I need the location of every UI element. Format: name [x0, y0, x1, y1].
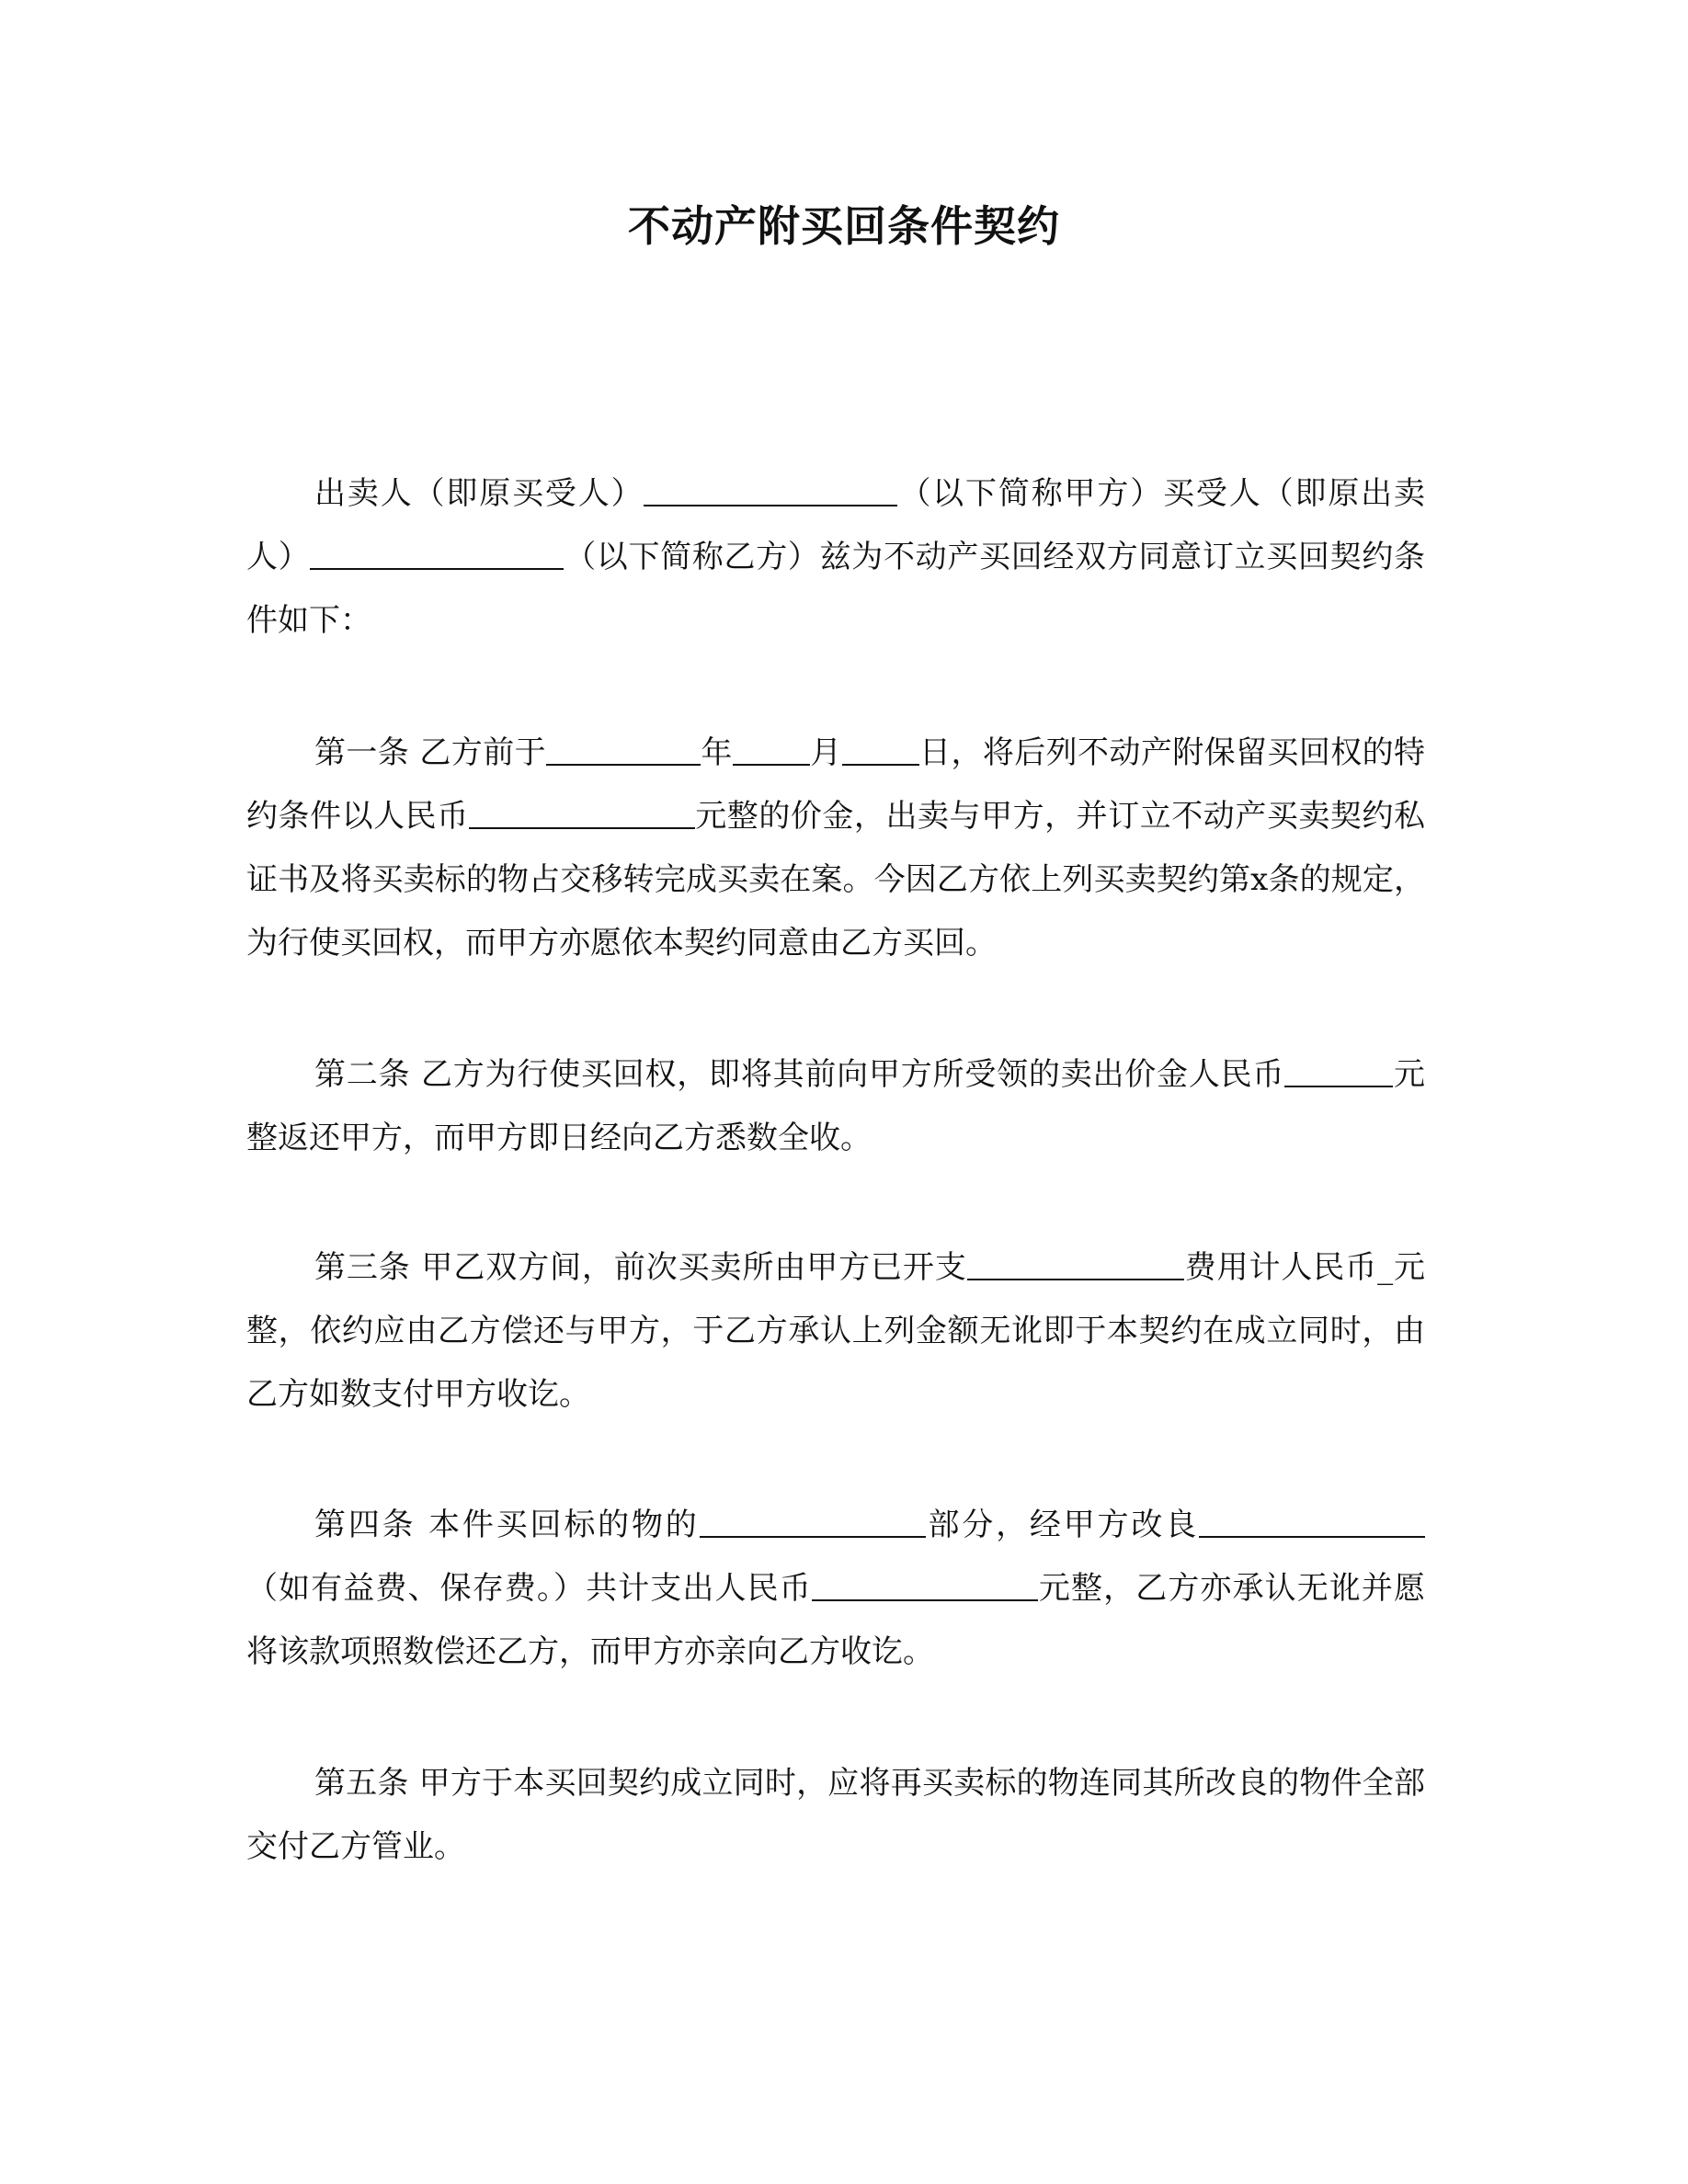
- article-1-text-1: 第一条 乙方前于: [314, 734, 547, 771]
- document-title: 不动产附买回条件契约: [628, 201, 1060, 251]
- article-1-price-blank: [469, 796, 695, 829]
- article-2-text-2: 元整返还甲方，而甲方即日经向乙方悉数全收。: [246, 1056, 1426, 1156]
- article-5-paragraph: [246, 1752, 1425, 1879]
- article-3-paragraph: [246, 1236, 1425, 1427]
- article-4-part-blank: [700, 1505, 926, 1538]
- article-1-day-blank: [842, 733, 919, 766]
- article-1-text-3: 月: [809, 734, 842, 771]
- article-3-expense-blank: [967, 1247, 1184, 1280]
- intro-paragraph: [246, 462, 1425, 653]
- intro-text-1: 出卖人（即原买受人）: [314, 475, 644, 512]
- article-4-text-1: 第四条 本件买回标的物的: [314, 1507, 700, 1543]
- article-4-text-4: 元整，乙方亦承认无讹并愿将该款项照数偿还乙方，而甲方亦亲向乙方收讫。: [246, 1570, 1426, 1670]
- article-4-improvement-blank: [1199, 1505, 1425, 1538]
- article-3-text-2: 费用计人民币_: [1183, 1249, 1394, 1286]
- article-1-month-blank: [733, 733, 810, 766]
- article-2-text-1: 第二条 乙方为行使买回权，即将其前向甲方所受领的卖出价金人民币: [314, 1056, 1285, 1093]
- seller-name-blank: [644, 473, 897, 506]
- article-5-text-1: 第五条 甲方于本买回契约成立同时，应将再买卖标的物连同其所改良的物件全部交付乙方管业。: [246, 1765, 1425, 1865]
- article-4-text-2: 部分，经甲方改良: [925, 1507, 1200, 1543]
- article-2-amount-blank: [1284, 1054, 1393, 1087]
- article-4-amount-blank: [812, 1568, 1038, 1601]
- article-3-text-1: 第三条 甲乙双方间，前次买卖所由甲方已开支: [314, 1249, 967, 1286]
- article-1-year-blank: [546, 733, 701, 766]
- article-4-text-3: （如有益费、保存费。）共计支出人民币: [246, 1570, 812, 1607]
- article-1-text-5: 元整的价金，出卖与甲方，并订立不动产买卖契约私证书及将买卖标的物占交移转完成买卖在案。今因乙方依上列买卖契约第x条的规定，为行使买回权，而甲方亦愿依本契约同意由乙方买回。: [246, 798, 1425, 961]
- intro-text-2: （以下简称甲方）买受人（即原出卖人）: [246, 475, 1426, 575]
- article-3-text-3: 元整，依约应由乙方偿还与甲方，于乙方承认上列金额无讹即于本契约在成立同时，由乙方如数支付甲方收讫。: [246, 1249, 1426, 1413]
- article-1-text-4: 日，将后列不动产附保留买回权的特约条件以人民币: [246, 734, 1426, 835]
- article-2-paragraph: [246, 1043, 1425, 1170]
- article-1-text-2: 年: [701, 734, 733, 771]
- intro-text-3: （以下简称乙方）兹为不动产买回经双方同意订立买回契约条件如下：: [246, 539, 1426, 639]
- article-1-paragraph: [246, 722, 1425, 975]
- article-4-paragraph: [246, 1494, 1425, 1684]
- buyer-name-blank: [310, 537, 564, 570]
